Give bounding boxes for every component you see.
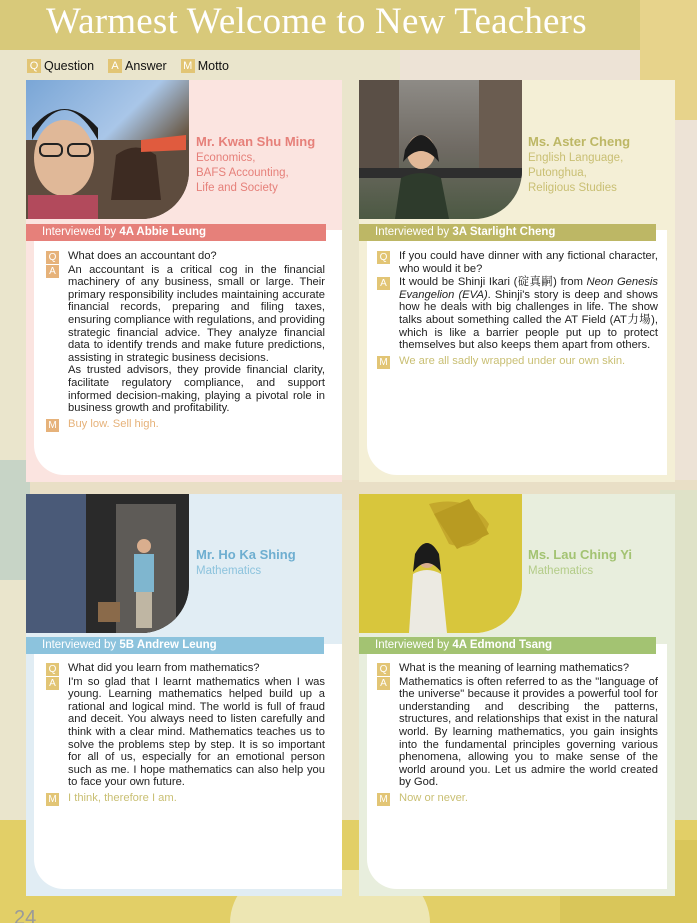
teacher-card-kwan <box>26 80 342 482</box>
a-key: A <box>377 277 390 290</box>
teacher-subjects <box>196 151 289 196</box>
legend-label: Motto <box>197 59 229 73</box>
subject: Economics, <box>196 152 256 164</box>
teacher-subjects <box>528 564 593 579</box>
a-key: A <box>46 265 59 278</box>
question-text: What did you learn from mathematics? <box>68 662 260 674</box>
m-key: M <box>46 419 59 432</box>
interviewer-bar <box>359 224 656 241</box>
portrait-illustration <box>359 80 522 219</box>
legend-key-a: A <box>108 59 122 73</box>
m-key: M <box>46 793 59 806</box>
motto-row <box>46 418 325 431</box>
legend <box>27 58 243 74</box>
legend-question <box>27 59 94 73</box>
interviewed-prefix: Interviewed by <box>375 639 453 651</box>
q-key: Q <box>46 251 59 264</box>
interviewer-name: 3A Starlight Cheng <box>452 226 556 238</box>
legend-label: Answer <box>125 59 167 73</box>
q-key: Q <box>377 663 390 676</box>
legend-key-q: Q <box>27 59 41 73</box>
question-text: What is the meaning of learning mathematics? <box>399 662 630 674</box>
teacher-name: Ms. Lau Ching Yi <box>528 547 633 562</box>
motto-row <box>46 792 325 805</box>
motto-row <box>377 792 658 805</box>
teacher-card-lau <box>359 494 675 896</box>
legend-key-m: M <box>181 59 195 73</box>
teacher-name: Mr. Kwan Shu Ming <box>196 134 316 149</box>
teacher-photo <box>359 80 522 219</box>
interviewer-bar <box>359 637 656 654</box>
answer-text: Mathematics is often referred to as the "language of the universe" because it provides a powerful tool for understanding and describing the patterns, structures, and relationships that exist in the natural world. By learning mathematics, you gain insights into the fundamental principles governing various phenomena, allowing you to make sense of the world around you. Let us admire the world created by God. <box>399 675 658 789</box>
page-number: 24 <box>14 907 37 923</box>
qa-block <box>46 250 325 430</box>
subject: Mathematics <box>528 565 594 577</box>
motto-text: Now or never. <box>399 791 469 804</box>
answer-text: An accountant is a critical cog in the financial machinery of any business, small or large. Their primary responsibility includes maintaining accurate financial records, preparing and filing taxes, ensuring compliance with regulations, and providing strategic financial advice. They analyze financial data to identify trends and make future predictions, assisting in strategic business decisions. <box>68 263 325 364</box>
interviewer-name: 4A Edmond Tsang <box>452 639 553 651</box>
subject: Putonghua, <box>528 167 587 179</box>
portrait-illustration <box>26 80 189 219</box>
question-text: If you could have dinner with any fictional character, who would it be? <box>399 250 658 275</box>
portrait-illustration <box>359 494 522 633</box>
teacher-photo <box>26 80 189 219</box>
subject: BAFS Accounting, <box>196 167 289 179</box>
answer-text-cont: . Shinji's story is deep and shows how he deals with big challenges in life. The show talks about something called the AT Field (AT力場), which is like a barrier people put up to protect themselves but also keeps them apart from others. <box>399 288 659 352</box>
interviewed-prefix: Interviewed by <box>42 226 120 238</box>
interviewer-name: 5B Andrew Leung <box>119 639 217 651</box>
interviewed-prefix: Interviewed by <box>375 226 453 238</box>
legend-motto <box>181 59 229 73</box>
motto-text: I think, therefore I am. <box>68 791 177 804</box>
qa-block <box>377 250 658 367</box>
teacher-card-cheng <box>359 80 675 482</box>
subject: Mathematics <box>196 565 262 577</box>
m-key: M <box>377 356 390 369</box>
motto-text: Buy low. Sell high. <box>68 417 159 430</box>
m-key: M <box>377 793 390 806</box>
question-row <box>377 662 658 675</box>
answer-text: I'm so glad that I learnt mathematics when I was young. Learning mathematics helped build up a rational and logical mind. The world is full of fraud and deceit. You always need to listen carefully and think with a clear mind. Mathematics teaches us to solve the problems step by step. It is so important for all of us, especially for an emotional person such as me. I hope mathematics can also help you to face your own future. <box>68 675 325 789</box>
question-text: What does an accountant do? <box>68 250 217 262</box>
title-banner <box>0 0 640 50</box>
teacher-name: Ms. Aster Cheng <box>528 134 631 149</box>
answer-row <box>377 676 658 789</box>
answer-text: It would be Shinji Ikari (碇真嗣) from <box>399 276 587 289</box>
portrait-illustration <box>26 494 189 633</box>
subject: English Language, <box>528 152 624 164</box>
q-key: Q <box>46 663 59 676</box>
subject: Religious Studies <box>528 182 617 194</box>
teacher-name: Mr. Ho Ka Shing <box>196 547 296 562</box>
interviewer-bar <box>26 224 326 241</box>
answer-text-2: As trusted advisors, they provide financial clarity, facilitate regulatory compliance, and support informed decision-making, playing a pivotal role in business growth and profitability. <box>68 364 325 415</box>
interviewer-name: 4A Abbie Leung <box>119 226 207 238</box>
motto-row <box>377 355 658 368</box>
answer-row <box>377 276 658 352</box>
teacher-subjects <box>528 151 623 196</box>
interviewer-bar <box>26 637 324 654</box>
page-title: Warmest Welcome to New Teachers <box>46 1 587 42</box>
answer-title-italic: Neon Genesis Evangelion (EVA) <box>399 276 658 301</box>
motto-text: We are all sadly wrapped under our own skin. <box>399 354 626 367</box>
qa-block <box>46 662 325 805</box>
answer-row <box>46 264 325 415</box>
teacher-subjects <box>196 564 261 579</box>
question-row <box>377 250 658 275</box>
teacher-photo <box>26 494 189 633</box>
interviewed-prefix: Interviewed by <box>42 639 120 651</box>
legend-label: Question <box>44 59 95 73</box>
legend-answer <box>108 59 167 73</box>
question-row <box>46 250 325 263</box>
subject: Life and Society <box>196 182 278 194</box>
answer-row <box>46 676 325 789</box>
question-row <box>46 662 325 675</box>
qa-block <box>377 662 658 805</box>
teacher-photo <box>359 494 522 633</box>
q-key: Q <box>377 251 390 264</box>
teacher-card-ho <box>26 494 342 896</box>
a-key: A <box>46 677 59 690</box>
a-key: A <box>377 677 390 690</box>
